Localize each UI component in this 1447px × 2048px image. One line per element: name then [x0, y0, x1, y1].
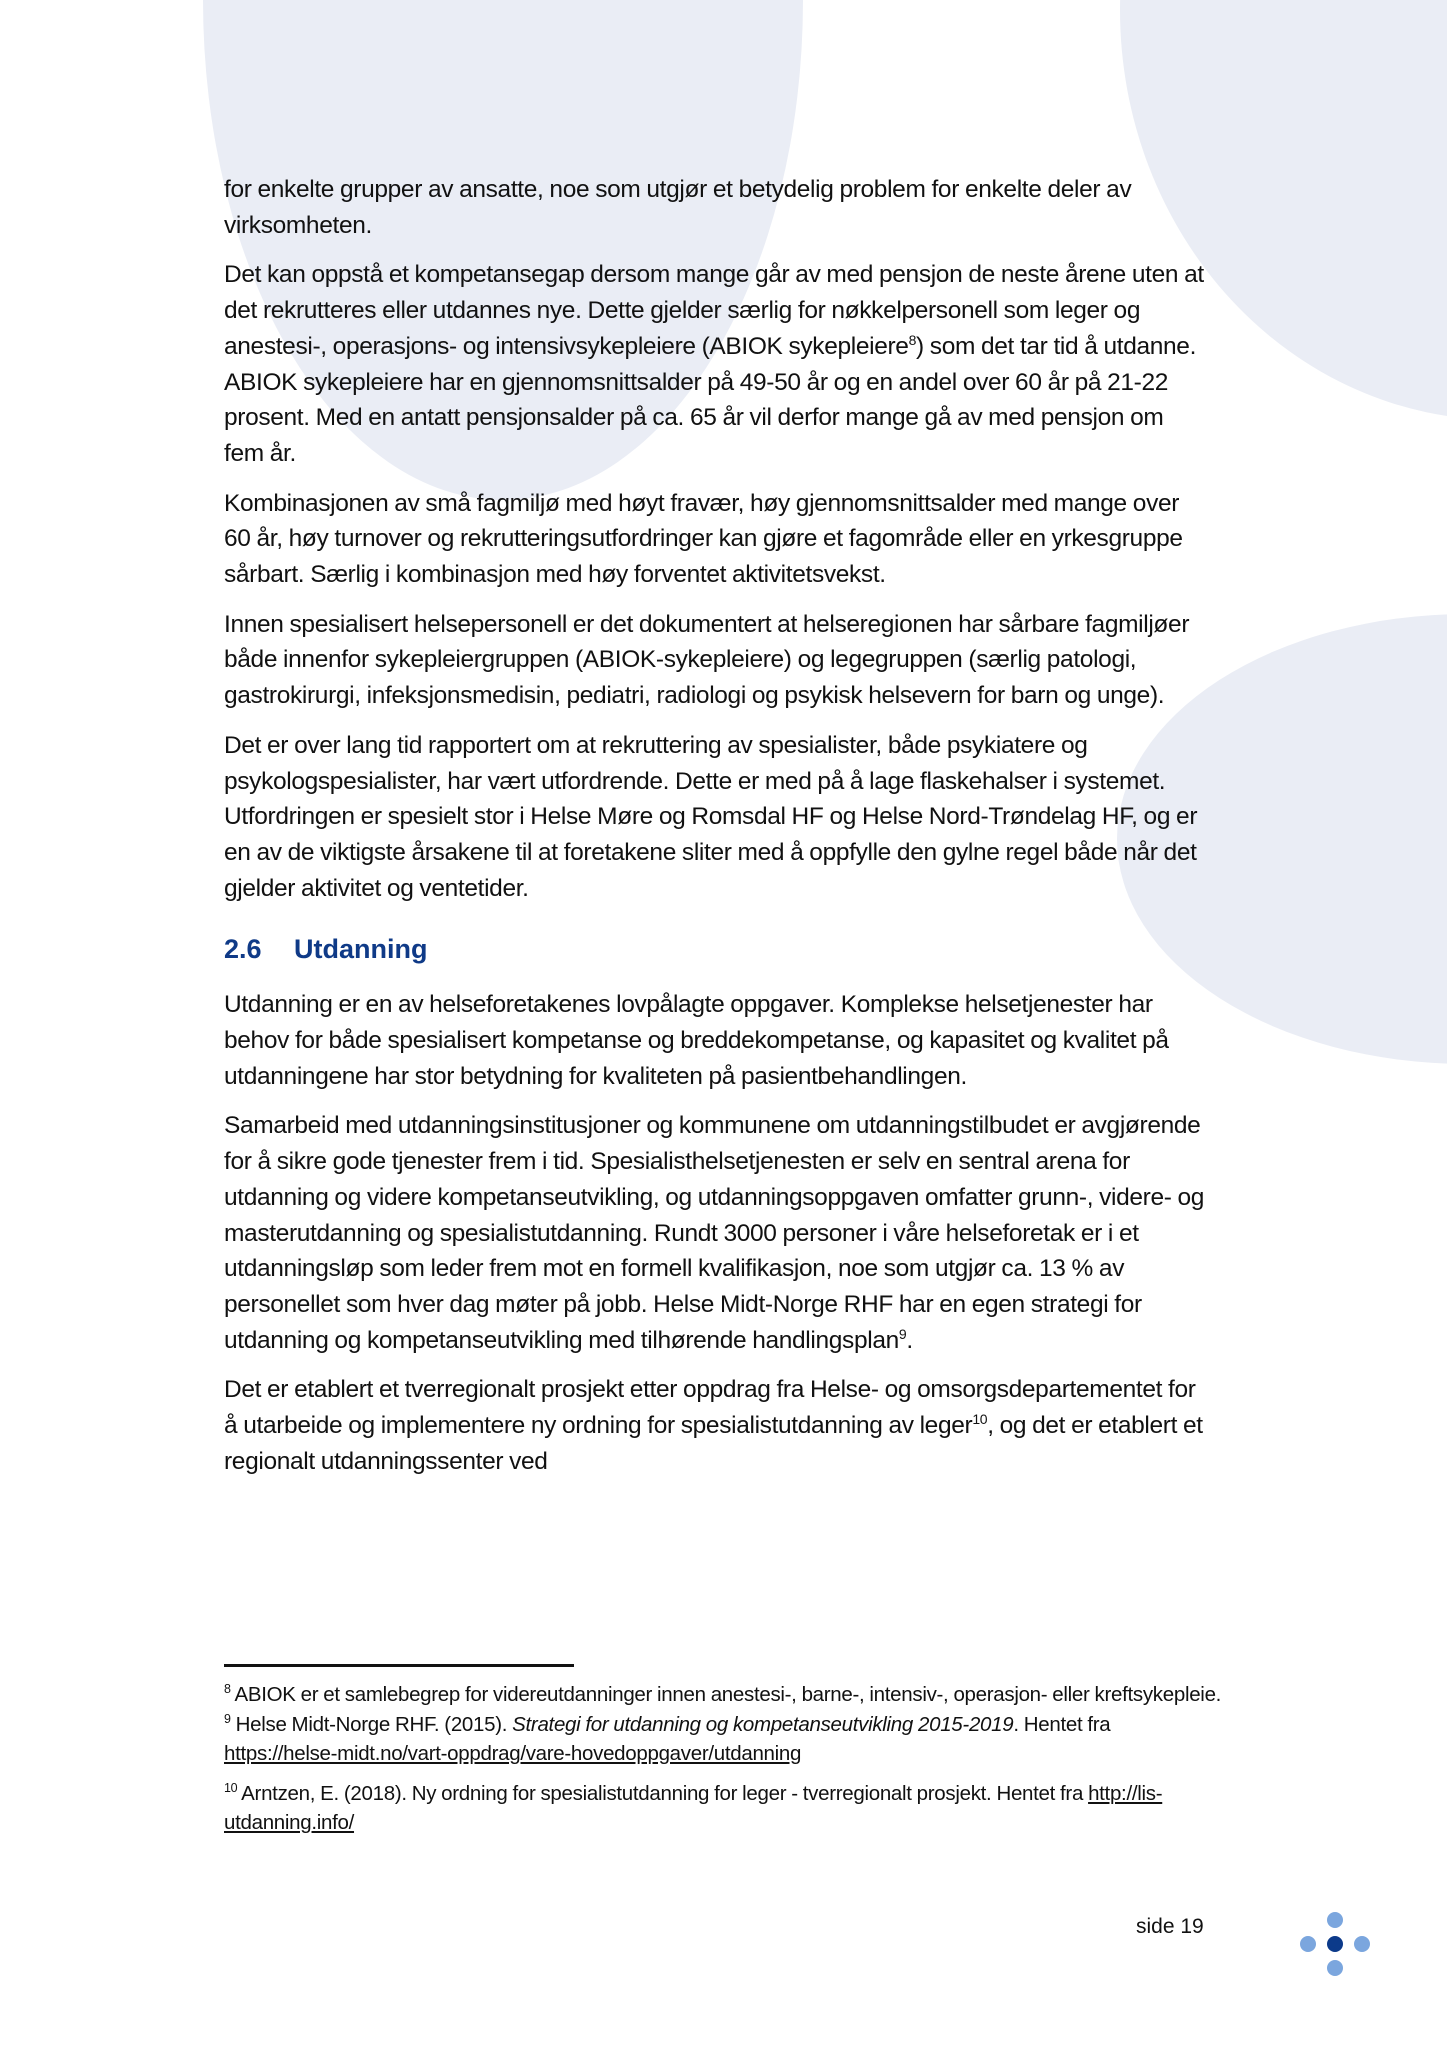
section-number: 2.6 — [224, 934, 262, 965]
footnote-text: Arntzen, E. (2018). Ny ordning for spesialistutdanning for leger - tverregionalt prosjekt. Hentet fra — [237, 1781, 1089, 1805]
footnote-title: Strategi for utdanning og kompetanseutvikling 2015-2019 — [512, 1712, 1014, 1736]
paragraph-kombinasjonen: Kombinasjonen av små fagmiljø med høyt fravær, høy gjennomsnittsalder med mange over 60 år, høy turnover og rekrutteringsutfordringer kan gjøre et fagområde eller en yrkesgruppe sårbart. Særlig i kombinasjon med høy forventet aktivitetsvekst. — [224, 489, 1183, 589]
paragraph-text: , og det er etablert et regionalt utdanningssenter ved — [224, 1412, 1203, 1475]
footnote-text: . Hentet fra — [1013, 1712, 1111, 1736]
logo-dot-left — [1300, 1936, 1316, 1952]
four-dots-cross-logo-icon — [1300, 1912, 1370, 1982]
paragraph-text: Det er etablert et tverregionalt prosjekt etter oppdrag fra Helse- og omsorgsdepartementet for å utarbeide og implementere ny ordning for spesialistutdanning av leger — [224, 1376, 1196, 1440]
paragraph-samarbeid — [224, 1108, 1209, 1358]
footnote-ref-10[interactable]: 10 — [972, 1410, 988, 1427]
paragraph-text: ) som det tar tid å utdanne. ABIOK sykepleiere har en gjennomsnittsalder på 49-50 år og en andel over 60 år på 21-22 prosent. Med en antatt pensjonsalder på ca. 65 år vil derfor mange gå av med pensjon om fem år. — [224, 332, 1197, 467]
footnote-text: Helse Midt-Norge RHF. (2015). — [230, 1712, 513, 1736]
footnote-number: 10 — [224, 1780, 238, 1795]
page-body — [224, 172, 1209, 1494]
paragraph-enkelte-grupper: for enkelte grupper av ansatte, noe som utgjør et betydelig problem for enkelte deler av virksomheten. — [224, 176, 1132, 239]
logo-dot-bottom — [1327, 1960, 1343, 1976]
paragraph-text: Samarbeid med utdanningsinstitusjoner og kommunene om utdanningstilbudet er avgjørende for å sikre gode tjenester frem i tid. Spesialisthelsetjenesten er selv en sentral arena for utdanning og videre kompetanseutvikling, og utdanningsoppgaven omfatter grunn-, videre- og masterutdanning og spesialistutdanning. Rundt 3000 personer i våre helseforetak er i et utdanningsløp som leder frem mot en formell kvalifikasjon, noe som utgjør ca. 13 % av personellet som hver dag møter på jobb. Helse Midt-Norge RHF har en egen strategi for utdanning og kompetanseutvikling med tilhørende handlingsplan — [224, 1112, 1205, 1354]
section-title: Utdanning — [294, 934, 428, 965]
logo-dot-center — [1327, 1936, 1343, 1952]
footnote-number: 9 — [224, 1711, 231, 1726]
footnote-link[interactable]: https://helse-midt.no/vart-oppdrag/vare-hovedoppgaver/utdanning — [224, 1742, 802, 1765]
footnote-number: 8 — [224, 1682, 231, 1697]
paragraph-text: Det kan oppstå et kompetansegap dersom mange går av med pensjon de neste årene uten at det rekrutteres eller utdannes nye. Dette gjelder særlig for nøkkelpersonell som leger og anestesi-, operasjons- og intensivsykepleiere (ABIOK sykepleiere — [224, 261, 1204, 360]
footnote-ref-9[interactable]: 9 — [898, 1325, 907, 1342]
paragraph-kompetansegap — [224, 257, 1209, 471]
paragraph-spesialisert-helsepersonell: Innen spesialisert helsepersonell er det dokumentert at helseregionen har sårbare fagmiljøer både innenfor sykepleiergruppen (ABIOK-sykepleiere) og legegruppen (særlig patologi, gastrokirurgi, infeksjonsmedisin, pediatri, radiologi og psykisk helsevern for barn og unge). — [224, 610, 1190, 710]
footnote-8 — [224, 1680, 1224, 1710]
logo-dot-right — [1354, 1936, 1370, 1952]
footnote-link[interactable]: http://lis-utdanning.info/ — [224, 1781, 1163, 1834]
paragraph-rekruttering: Det er over lang tid rapportert om at rekruttering av spesialister, både psykiatere og psykologspesialister, har vært utfordrende. Dette er med på å lage flaskehalser i systemet. Utfordringen er spesielt stor i Helse Møre og Romsdal HF og Helse Nord-Trøndelag HF, og er en av de viktigste årsakene til at foretakene sliter med å oppfylle den gylne regel både når det gjelder aktivitet og ventetider. — [224, 731, 1198, 902]
section-heading — [224, 934, 1209, 965]
footnote-text: ABIOK er et samlebegrep for videreutdanninger innen anestesi-, barne-, intensiv-, operasjon- eller kreftsykepleie. — [230, 1683, 1222, 1706]
footnotes — [224, 1680, 1224, 1848]
footnote-9 — [224, 1710, 1224, 1769]
footnote-ref-8[interactable]: 8 — [908, 331, 917, 348]
footnote-separator — [224, 1664, 574, 1667]
paragraph-tverregionalt — [224, 1372, 1209, 1479]
paragraph-text: . — [906, 1326, 913, 1354]
logo-dot-top — [1327, 1912, 1343, 1928]
paragraph-utdanning-intro: Utdanning er en av helseforetakenes lovpålagte oppgaver. Komplekse helsetjenester har behov for både spesialisert kompetanse og breddekompetanse, og kapasitet og kvalitet på utdanningene har stor betydning for kvaliteten på pasientbehandlingen. — [224, 991, 1169, 1090]
page-number: side 19 — [1136, 1915, 1204, 1938]
footnote-10 — [224, 1779, 1224, 1838]
